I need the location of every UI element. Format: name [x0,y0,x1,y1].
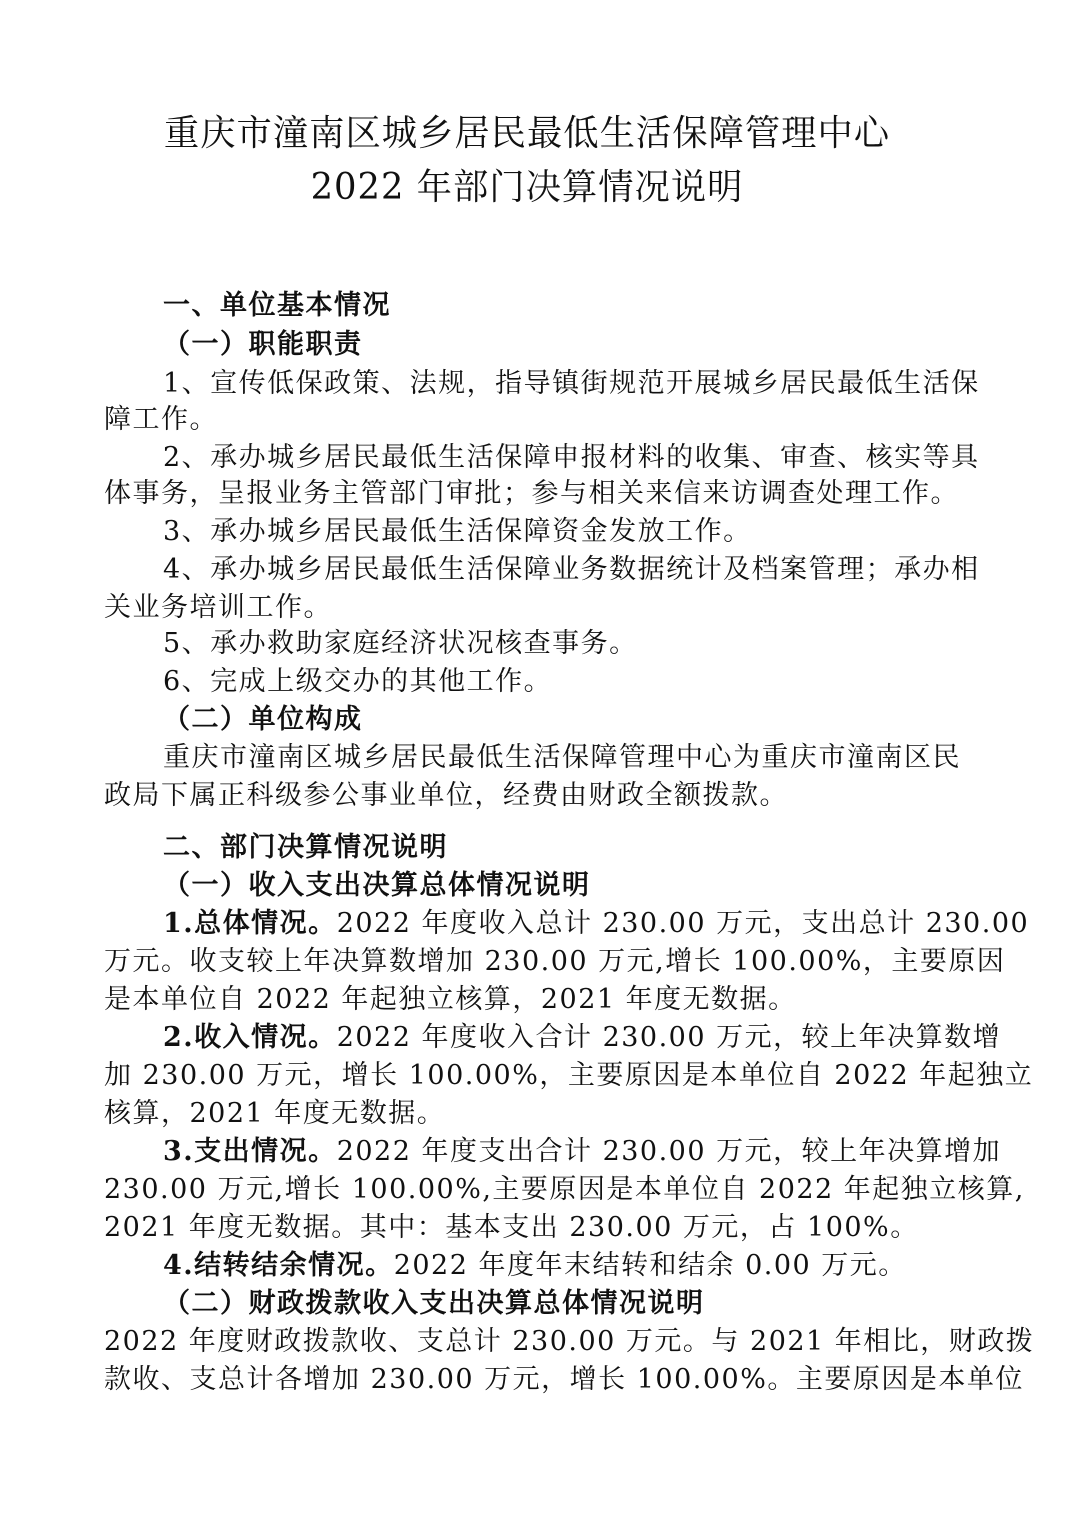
function-item-1-line2: 障工作。 [104,404,218,435]
fiscal-paragraph-line1: 2022 年度财政拨款收、支总计 230.00 万元。与 2021 年相比，财政拨 [104,1326,1035,1357]
expense-text-line1: 2022 年度支出合计 230.00 万元，较上年决算增加 [336,1136,1002,1167]
fiscal-paragraph-line2: 款收、支总计各增加 230.00 万元，增长 100.00%。主要原因是本单位 [104,1364,1024,1395]
income-label: 2.收入情况。 [163,1022,337,1053]
function-item-2-line2: 体事务，呈报业务主管部门审批；参与相关来信来访调查处理工作。 [104,478,959,509]
overall-text-line1: 2022 年度收入总计 230.00 万元，支出总计 230.00 [336,908,1030,939]
composition-line1: 重庆市潼南区城乡居民最低生活保障管理中心为重庆市潼南区民 [163,742,961,773]
subsection-heading-composition: （二）单位构成 [163,704,363,735]
section-heading-basic-info: 一、单位基本情况 [163,290,391,321]
expense-paragraph-line3: 2021 年度无数据。其中：基本支出 230.00 万元，占 100%。 [104,1212,919,1243]
carryover-text: 2022 年度年末结转和结余 0.00 万元。 [393,1250,907,1281]
document-title-line2: 2022 年部门决算情况说明 [310,167,744,208]
function-item-2-line1: 2、承办城乡居民最低生活保障申报材料的收集、审查、核实等具 [163,442,980,473]
expense-paragraph-line1 [163,1134,1001,1170]
expense-label: 3.支出情况。 [163,1136,337,1167]
subsection-heading-fiscal-appropriation: （二）财政拨款收入支出决算总体情况说明 [163,1288,705,1319]
function-item-4-line1: 4、承办城乡居民最低生活保障业务数据统计及档案管理；承办相 [163,554,980,585]
overall-paragraph-line3: 是本单位自 2022 年起独立核算，2021 年度无数据。 [104,984,797,1015]
overall-label: 1.总体情况。 [163,908,337,939]
function-item-1-line1: 1、宣传低保政策、法规，指导镇街规范开展城乡居民最低生活保 [163,368,980,399]
income-text-line1: 2022 年度收入合计 230.00 万元，较上年决算数增 [336,1022,1002,1053]
overall-paragraph-line2: 万元。收支较上年决算数增加 230.00 万元,增长 100.00%，主要原因 [104,946,1006,977]
function-item-4-line2: 关业务培训工作。 [104,592,332,623]
expense-paragraph-line2: 230.00 万元,增长 100.00%,主要原因是本单位自 2022 年起独立核算, [104,1174,1025,1205]
document-title-line1: 重庆市潼南区城乡居民最低生活保障管理中心 [163,113,891,154]
section-heading-final-accounts: 二、部门决算情况说明 [163,832,448,863]
income-paragraph-line2: 加 230.00 万元，增长 100.00%，主要原因是本单位自 2022 年起独立 [104,1060,1034,1091]
subsection-heading-functions: （一）职能职责 [163,329,363,360]
carryover-paragraph [163,1248,907,1284]
composition-line2: 政局下属正科级参公事业单位，经费由财政全额拨款。 [104,780,788,811]
subsection-heading-income-expense: （一）收入支出决算总体情况说明 [163,870,591,901]
function-item-5: 5、承办救助家庭经济状况核查事务。 [163,628,638,659]
income-paragraph-line1 [163,1020,1001,1056]
overall-paragraph-line1 [163,906,1029,942]
function-item-6: 6、完成上级交办的其他工作。 [163,666,553,697]
function-item-3: 3、承办城乡居民最低生活保障资金发放工作。 [163,516,752,547]
carryover-label: 4.结转结余情况。 [163,1250,394,1281]
income-paragraph-line3: 核算，2021 年度无数据。 [104,1098,446,1129]
